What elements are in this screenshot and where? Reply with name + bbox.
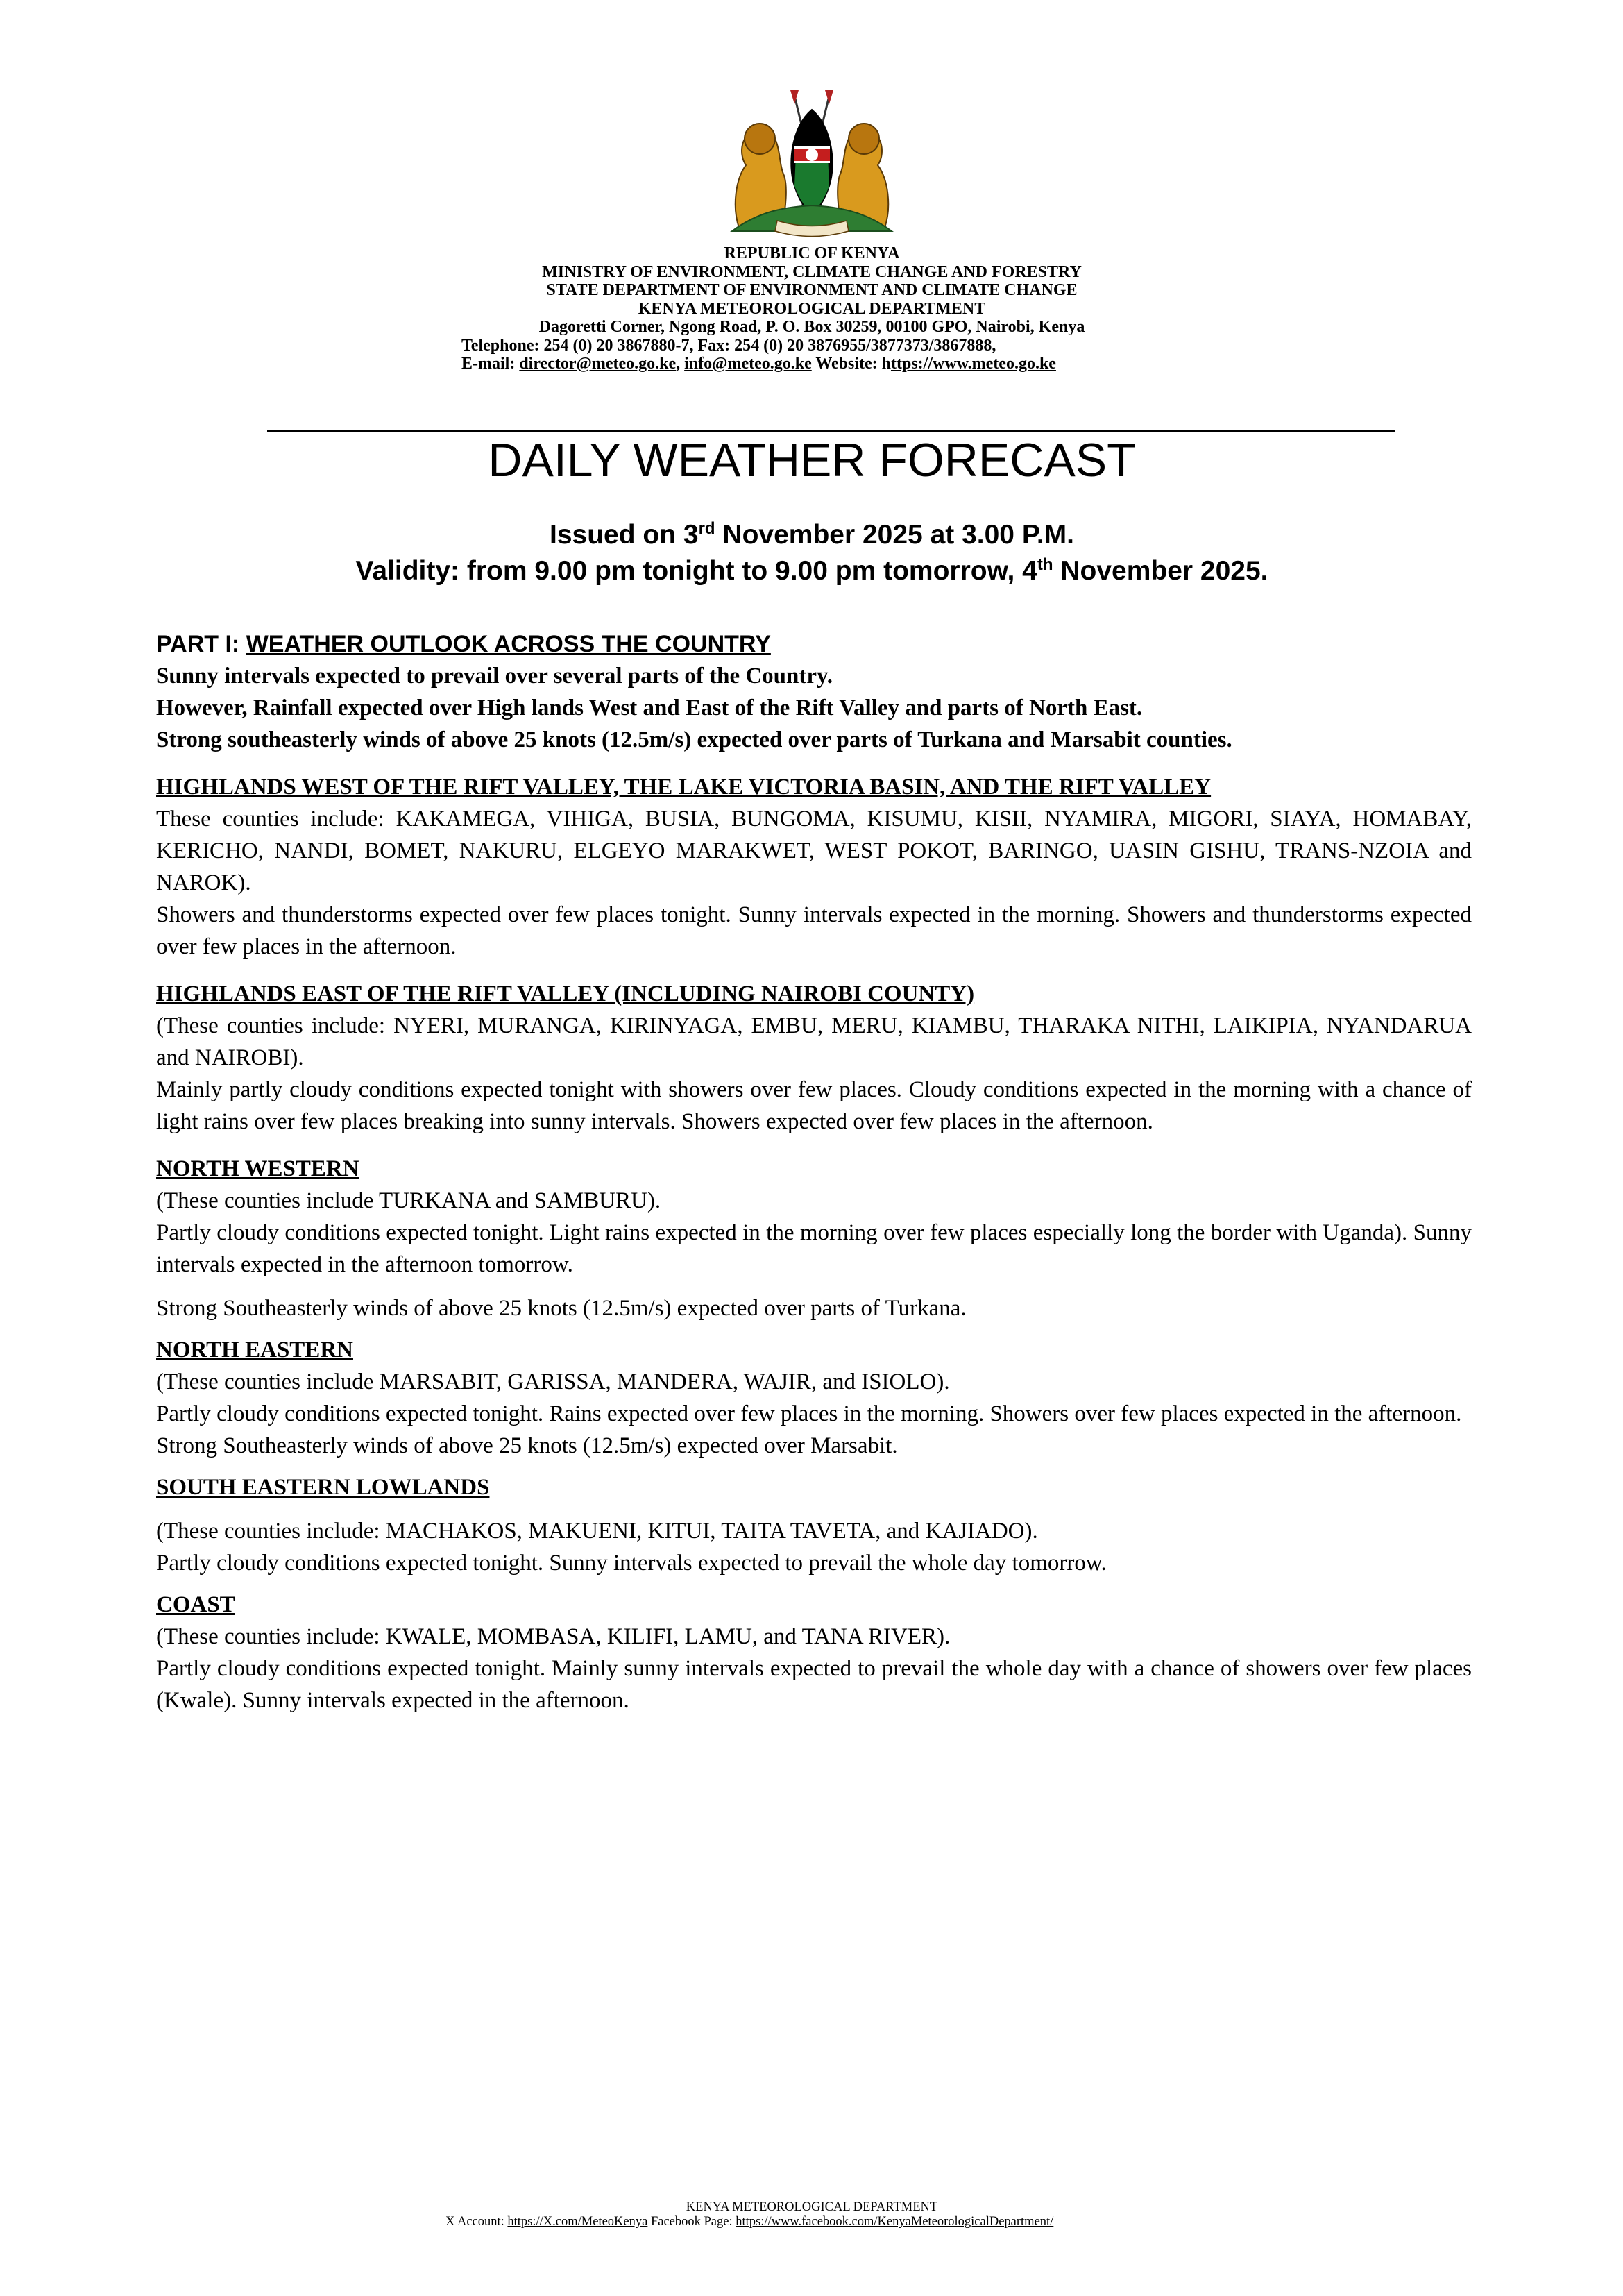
region-wind-north-eastern: Strong Southeasterly winds of above 25 knots (12.5m/s) expected over Marsabit. <box>156 1433 898 1458</box>
region-forecast-west: Showers and thunderstorms expected over few places tonight. Sunny intervals expected in the morning. Showers and thunderstorms expected over few places in the afternoon. <box>156 902 1472 959</box>
validity-text: Validity: from 9.00 pm tonight to 9.00 pm tomorrow, 4 <box>355 556 1037 586</box>
letterhead <box>389 244 1235 373</box>
issued-text: November 2025 at 3.00 P.M. <box>715 520 1074 550</box>
letterhead-line: STATE DEPARTMENT OF ENVIRONMENT AND CLIMATE CHANGE <box>546 281 1078 299</box>
validity-text: November 2025. <box>1053 556 1268 586</box>
region-heading-west: HIGHLANDS WEST OF THE RIFT VALLEY, THE LAKE VICTORIA BASIN, AND THE RIFT VALLEY <box>156 775 1212 800</box>
region-heading-north-eastern: NORTH EASTERN <box>156 1337 353 1362</box>
issued-text: Issued on 3 <box>550 520 699 550</box>
region-heading-south-eastern: SOUTH EASTERN LOWLANDS <box>156 1475 490 1500</box>
info-email-link[interactable]: info@meteo.go.ke <box>684 355 812 373</box>
website-link[interactable]: ttps://www.meteo.go.ke <box>890 355 1056 373</box>
letterhead-contacts <box>389 355 1235 373</box>
kenya-coat-of-arms-icon <box>718 89 906 238</box>
region-forecast-coast: Partly cloudy conditions expected tonight. Mainly sunny intervals expected to prevail the whole day with a chance of showers over few places (Kwale). Sunny intervals expected in the afternoon. <box>156 1656 1472 1713</box>
footer-org: KENYA METEOROLOGICAL DEPARTMENT <box>686 2200 938 2214</box>
validity-line <box>267 553 1357 589</box>
x-account-link[interactable]: https://X.com/MeteoKenya <box>507 2215 648 2229</box>
region-counties-east: (These counties include: NYERI, MURANGA, KIRINYAGA, EMBU, MERU, KIAMBU, THARAKA NITHI, LAIKIPIA, NYANDARUA and NAIROBI). <box>156 1013 1472 1070</box>
region-heading-east: HIGHLANDS EAST OF THE RIFT VALLEY (INCLUDING NAIROBI COUNTY) <box>156 981 975 1006</box>
region-heading-north-western: NORTH WESTERN <box>156 1156 359 1181</box>
part-heading: WEATHER OUTLOOK ACROSS THE COUNTRY <box>246 631 771 657</box>
region-counties-coast: (These counties include: KWALE, MOMBASA, KILIFI, LAMU, and TANA RIVER). <box>156 1624 951 1649</box>
outlook-heading <box>156 628 1472 660</box>
outlook-line: However, Rainfall expected over High lands West and East of the Rift Valley and parts of North East. <box>156 695 1143 720</box>
region-counties-south-eastern: (These counties include: MACHAKOS, MAKUENI, KITUI, TAITA TAVETA, and KAJIADO). <box>156 1519 1038 1544</box>
letterhead-telephone: Telephone: 254 (0) 20 3867880-7, Fax: 254 (0) 20 3876955/3877373/3867888, <box>461 336 996 355</box>
email-separator: , <box>676 355 685 373</box>
x-account-label: X Account: <box>445 2215 508 2229</box>
part-label: PART I: <box>156 631 246 657</box>
footer-social <box>416 2215 1207 2229</box>
page-footer <box>416 2200 1207 2229</box>
region-heading-coast: COAST <box>156 1592 235 1617</box>
region-forecast-east: Mainly partly cloudy conditions expected tonight with showers over few places. Cloudy conditions expected in the morning with a chance of light rains over few places breaking into sunny intervals. Showers expected over few places in the afternoon. <box>156 1077 1472 1134</box>
outlook-line: Sunny intervals expected to prevail over several parts of the Country. <box>156 664 833 689</box>
letterhead-line: REPUBLIC OF KENYA <box>724 244 900 262</box>
page-title: DAILY WEATHER FORECAST <box>488 434 1136 487</box>
issue-info <box>267 517 1357 589</box>
letterhead-line: MINISTRY OF ENVIRONMENT, CLIMATE CHANGE AND FORESTRY <box>542 262 1082 281</box>
forecast-body <box>156 628 1472 1716</box>
facebook-label: Facebook Page: <box>647 2215 736 2229</box>
region-counties-north-western: (These counties include TURKANA and SAMBURU). <box>156 1188 661 1213</box>
letterhead-line: KENYA METEOROLOGICAL DEPARTMENT <box>638 299 986 318</box>
email-label: E-mail: <box>461 355 520 373</box>
issued-ordinal: rd <box>698 519 715 538</box>
issued-line <box>267 517 1357 553</box>
region-forecast-north-western: Partly cloudy conditions expected tonight. Light rains expected in the morning over few places especially long the border with Uganda). Sunny intervals expected in the afternoon tomorrow. <box>156 1220 1472 1277</box>
region-counties-north-eastern: (These counties include MARSABIT, GARISSA, MANDERA, WAJIR, and ISIOLO). <box>156 1369 950 1394</box>
region-forecast-north-eastern: Partly cloudy conditions expected tonight. Rains expected over few places in the morning. Showers over few places expected in the afternoon. <box>156 1401 1462 1426</box>
region-forecast-south-eastern: Partly cloudy conditions expected tonight. Sunny intervals expected to prevail the whole day tomorrow. <box>156 1551 1107 1576</box>
outlook-line: Strong southeasterly winds of above 25 knots (12.5m/s) expected over parts of Turkana and Marsabit counties. <box>156 727 1232 752</box>
website-label: Website: h <box>811 355 891 373</box>
validity-ordinal: th <box>1037 555 1053 574</box>
region-wind-north-western: Strong Southeasterly winds of above 25 knots (12.5m/s) expected over parts of Turkana. <box>156 1296 967 1321</box>
region-counties-west: These counties include: KAKAMEGA, VIHIGA, BUSIA, BUNGOMA, KISUMU, KISII, NYAMIRA, MIGORI, SIAYA, HOMABAY, KERICHO, NANDI, BOMET, NAKURU, ELGEYO MARAKWET, WEST POKOT, BARINGO, UASIN GISHU, TRANS-NZOIA and NAROK). <box>156 807 1472 895</box>
letterhead-address: Dagoretti Corner, Ngong Road, P. O. Box 30259, 00100 GPO, Nairobi, Kenya <box>538 318 1085 336</box>
facebook-link[interactable]: https://www.facebook.com/KenyaMeteorologicalDepartment/ <box>736 2215 1054 2229</box>
director-email-link[interactable]: director@meteo.go.ke <box>519 355 677 373</box>
